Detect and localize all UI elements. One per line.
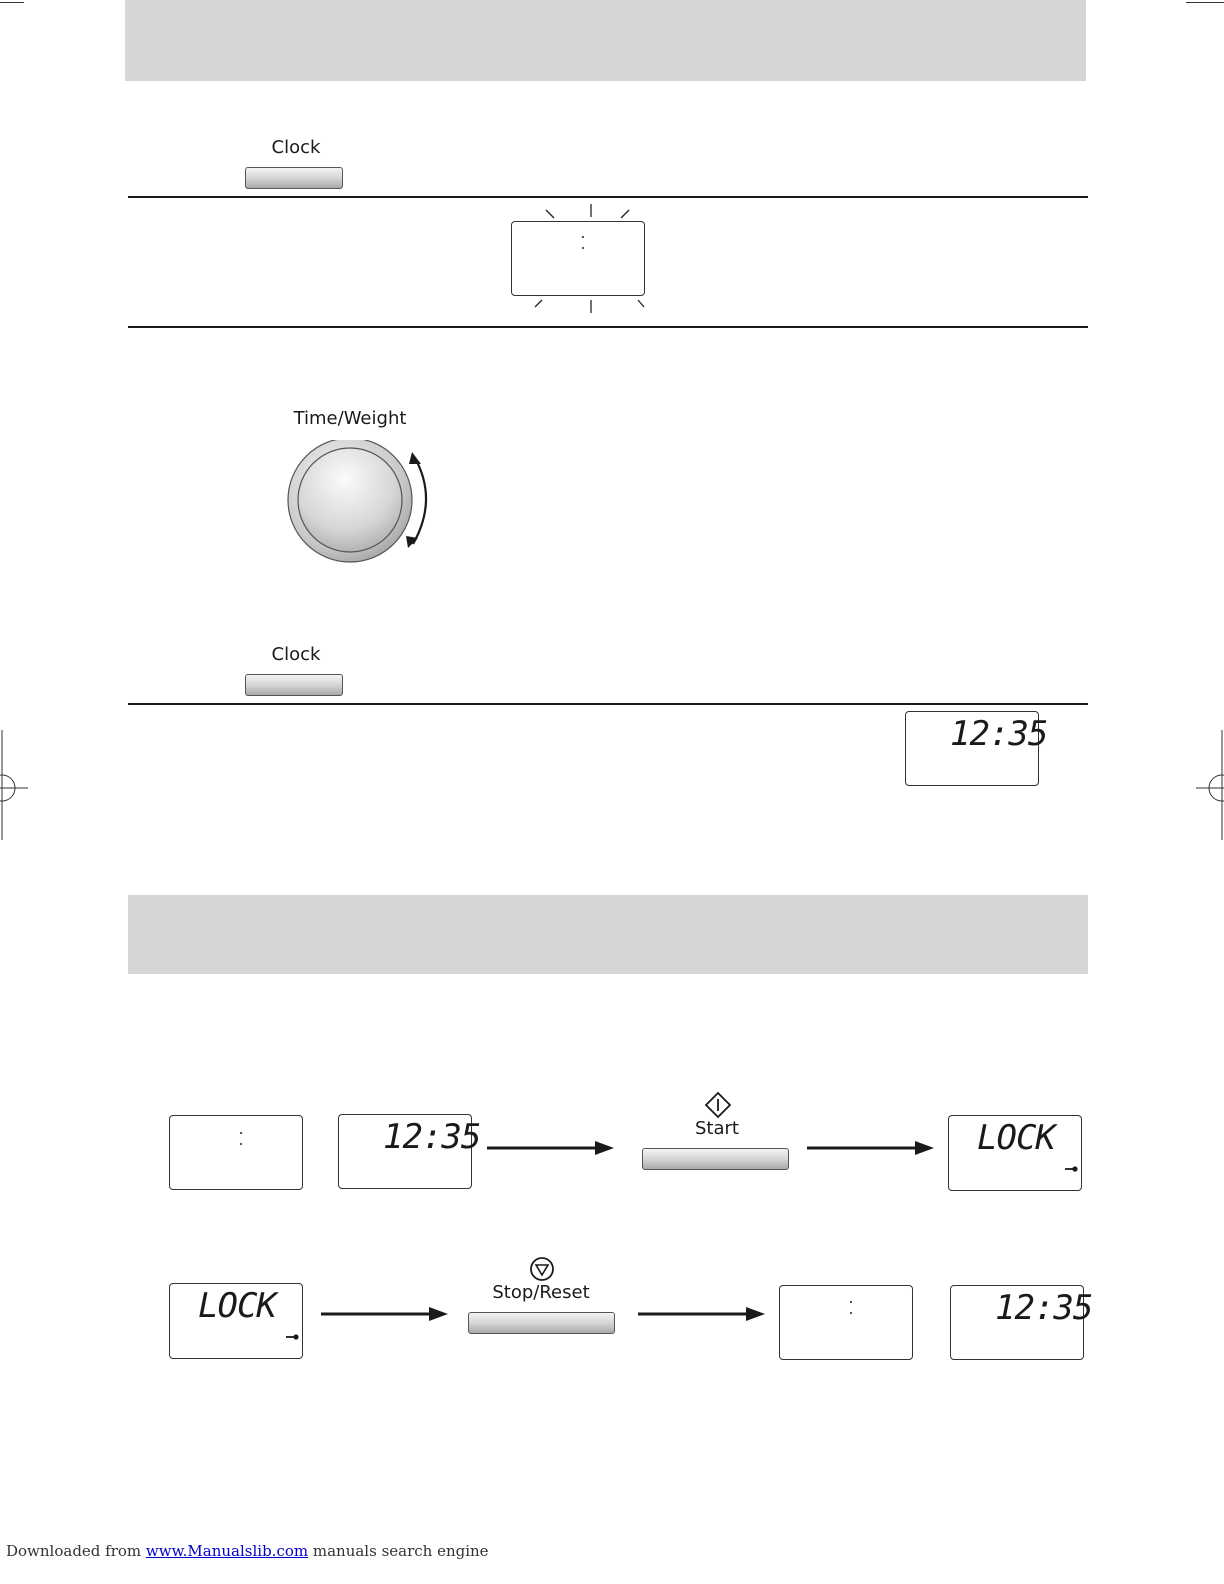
- key-icon: [1065, 1166, 1079, 1172]
- display-lock-text: LOCK: [977, 1118, 1055, 1158]
- footer-suffix: manuals search engine: [308, 1542, 489, 1560]
- display-blank-row1: [169, 1115, 303, 1190]
- arrow-right-icon: [638, 1306, 766, 1322]
- display-time-text: 12:35: [950, 714, 1048, 754]
- display-blinking-blank: [511, 221, 645, 296]
- registration-mark-right: [1194, 730, 1224, 840]
- key-icon: [286, 1334, 300, 1340]
- start-button-label: Start: [695, 1118, 739, 1139]
- arrow-right-icon: [487, 1140, 615, 1156]
- display-time-result: [905, 711, 1048, 786]
- display-time-row2: [950, 1285, 1093, 1360]
- display-time-text: 12:35: [995, 1288, 1093, 1328]
- divider-2: [128, 326, 1088, 328]
- display-time-text: 12:35: [383, 1117, 481, 1157]
- section-header-band-child-lock: [128, 895, 1088, 974]
- stop-reset-button[interactable]: [468, 1312, 615, 1334]
- start-button[interactable]: [642, 1148, 789, 1170]
- display-colon: [582, 236, 585, 258]
- display-lock-row1: [948, 1115, 1082, 1191]
- divider-1: [128, 196, 1088, 198]
- arrow-right-icon: [807, 1140, 935, 1156]
- clock-button-label-1: Clock: [271, 137, 321, 158]
- crop-mark-top-right: [1186, 2, 1224, 3]
- divider-3: [128, 703, 1088, 705]
- display-lock-row2: [169, 1283, 303, 1359]
- stop-triangle-icon: [529, 1256, 555, 1282]
- footer-prefix: Downloaded from: [6, 1542, 146, 1560]
- display-time-row1: [338, 1114, 481, 1189]
- clock-button-1[interactable]: [245, 167, 343, 189]
- registration-mark-left: [0, 730, 30, 840]
- clock-button-2[interactable]: [245, 674, 343, 696]
- footer: [6, 1542, 489, 1560]
- display-lock-text: LOCK: [198, 1286, 276, 1326]
- display-colon: [850, 1301, 853, 1323]
- clock-button-label-2: Clock: [271, 644, 321, 665]
- arrow-right-icon: [321, 1306, 449, 1322]
- crop-mark-top-left: [0, 2, 24, 3]
- stop-reset-button-label: Stop/Reset: [492, 1282, 590, 1303]
- time-weight-dial[interactable]: [282, 440, 442, 565]
- manualslib-link[interactable]: www.Manualslib.com: [145, 1542, 309, 1560]
- display-blank-row2: [779, 1285, 913, 1360]
- dial-label: Time/Weight: [293, 408, 407, 429]
- display-colon: [240, 1132, 243, 1154]
- start-diamond-icon: [704, 1091, 732, 1119]
- section-header-band-clock: [125, 0, 1086, 81]
